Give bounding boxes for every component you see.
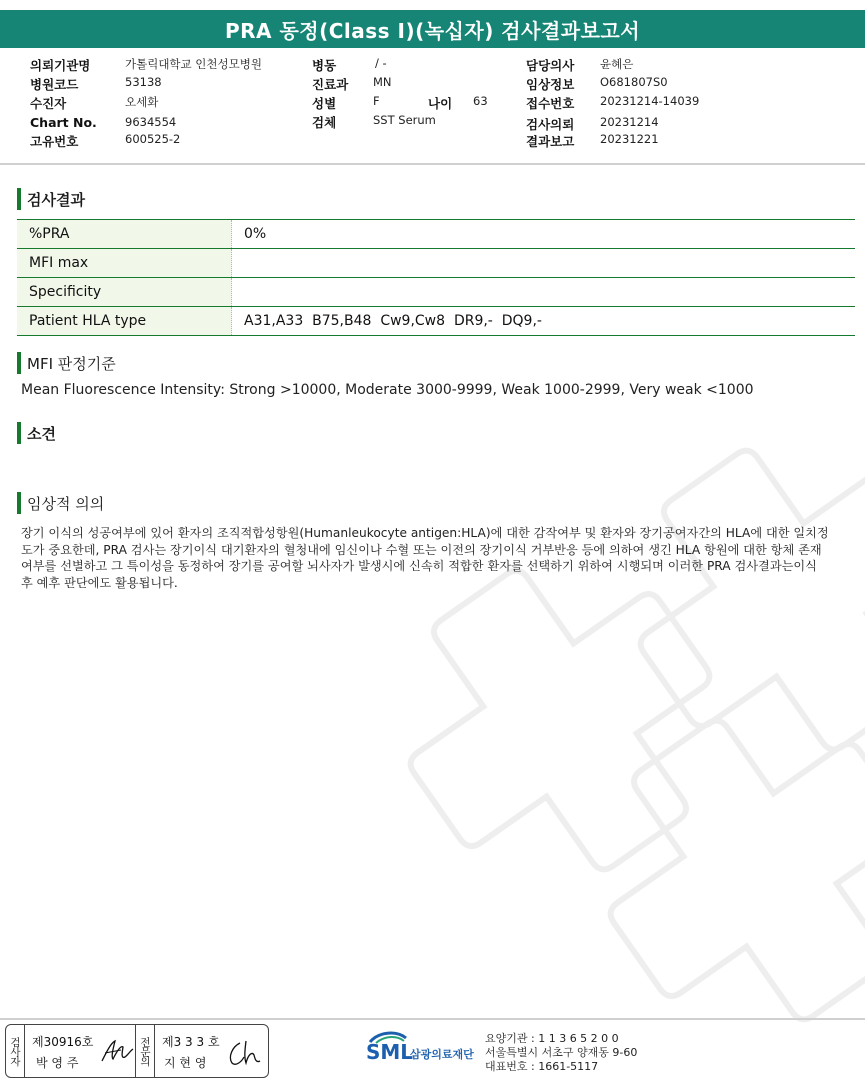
request-label: 검사의뢰 <box>526 117 575 132</box>
result-value <box>232 278 856 307</box>
significance-heading-text: 임상적 의의 <box>27 494 105 513</box>
chart-label: Chart No. <box>30 115 97 130</box>
report-title: PRA 동정(Class I)(녹십자) 검사결과보고서 <box>224 18 641 43</box>
age-value: 63 <box>473 94 488 108</box>
unique-value: 600525-2 <box>125 132 181 146</box>
info-divider <box>0 163 865 165</box>
mfi-criteria-text: Mean Fluorescence Intensity: Strong >10000, Moderate 3000-9999, Weak 1000-2999, Very weak <1000 <box>21 382 754 398</box>
sex-label: 성별 <box>312 96 337 111</box>
heading-bar <box>17 492 21 514</box>
info-row-2 <box>30 75 850 93</box>
org-name: 삼광의료재단 <box>410 1048 474 1061</box>
patient-label: 수진자 <box>30 96 67 111</box>
specimen-label: 검체 <box>312 115 337 130</box>
tester-signature <box>99 1037 135 1067</box>
sml-logo <box>366 1030 481 1070</box>
logo-text: SML <box>366 1040 414 1064</box>
institution-label: 의뢰기관명 <box>30 58 91 73</box>
info-row-3 <box>30 94 850 112</box>
result-label: Patient HLA type <box>17 307 232 336</box>
tester-tag-text: 검사자 <box>9 1036 21 1066</box>
result-value <box>232 249 856 278</box>
report-date-label: 결과보고 <box>526 134 575 149</box>
hospital-code-label: 병원코드 <box>30 77 79 92</box>
address: 서울특별시 서초구 양재동 9-60 <box>485 1046 638 1059</box>
reviewer-tag <box>135 1025 155 1077</box>
report-title-bar <box>0 10 865 48</box>
opinion-heading-text: 소견 <box>27 424 56 443</box>
reviewer-license: 제3 3 3 호 <box>162 1035 220 1049</box>
result-label: MFI max <box>17 249 232 278</box>
clinical-info-label: 임상정보 <box>526 77 575 92</box>
table-row <box>17 249 855 278</box>
result-value: A31,A33 B75,B48 Cw9,Cw8 DR9,- DQ9,- <box>232 307 856 336</box>
clinical-info-value: O681807S0 <box>600 75 668 89</box>
result-value: 0% <box>232 220 856 249</box>
reviewer-signature <box>226 1037 264 1069</box>
heading-bar <box>17 352 21 374</box>
unique-label: 고유번호 <box>30 134 79 149</box>
receipt-value: 20231214-14039 <box>600 94 700 108</box>
results-heading <box>17 187 85 211</box>
dept-label: 진료과 <box>312 77 349 92</box>
tester-license: 제30916호 <box>32 1035 94 1049</box>
specimen-value: SST Serum <box>373 113 436 127</box>
mfi-heading <box>17 351 116 375</box>
institution-code: 요양기관 : 1 1 3 6 5 2 0 0 <box>485 1032 619 1045</box>
table-row <box>17 220 855 249</box>
results-heading-text: 검사결과 <box>27 190 85 209</box>
doctor-value: 윤혜은 <box>600 57 634 71</box>
chart-value: 9634554 <box>125 115 177 129</box>
results-table <box>17 219 855 336</box>
result-label: Specificity <box>17 278 232 307</box>
institution-info <box>485 1032 637 1074</box>
opinion-heading <box>17 421 56 445</box>
result-label: %PRA <box>17 220 232 249</box>
footer-divider <box>0 1018 865 1020</box>
reviewer-name: 지 현 영 <box>164 1056 207 1070</box>
signature-box <box>5 1024 269 1078</box>
institution-value: 가톨릭대학교 인천성모병원 <box>125 57 262 71</box>
heading-bar <box>17 188 21 210</box>
significance-heading <box>17 491 104 515</box>
patient-value: 오세화 <box>125 95 159 109</box>
tester-name: 박 영 주 <box>36 1056 79 1070</box>
table-row <box>17 307 855 336</box>
doctor-label: 담당의사 <box>526 58 575 73</box>
ward-value: / - <box>375 56 387 70</box>
dept-value: MN <box>373 75 392 89</box>
table-row <box>17 278 855 307</box>
sex-value: F <box>373 94 380 108</box>
hospital-code-value: 53138 <box>125 75 162 89</box>
ward-label: 병동 <box>312 58 337 73</box>
request-value: 20231214 <box>600 115 659 129</box>
info-row-4 <box>30 115 850 133</box>
clinical-significance-text: 장기 이식의 성공여부에 있어 환자의 조직적합성항원(Humanleukocyte antigen:HLA)에 대한 감작여부 및 환자와 장기공여자간의 HLA에 대한 일치정도가 중요한데, PRA 검사는 장기이식 대기환자의 혈청내에 임신이나 수혈 또는 이전의 장기이식 거부반응 등에 의하여 생긴 HLA 항원에 대한 항체 존재 여부를 선별하고 그 특이성을 동정하여 장기를 공여할 뇌사자가 발생시에 신속히 적합한 환자를 선택하기 위하여 시행되며 이러한 PRA 검사결과는이식 후 예후 판단에도 활용됩니다. <box>21 526 829 590</box>
mfi-heading-text: MFI 판정기준 <box>27 354 116 373</box>
receipt-label: 접수번호 <box>526 96 575 111</box>
age-label: 나이 <box>428 96 453 111</box>
phone: 대표번호 : 1661-5117 <box>485 1060 599 1073</box>
tester-tag <box>6 1025 25 1077</box>
reviewer-tag-text: 전문의 <box>139 1036 151 1066</box>
info-row-1 <box>30 56 850 74</box>
info-row-5 <box>30 132 850 150</box>
heading-bar <box>17 422 21 444</box>
report-date-value: 20231221 <box>600 132 659 146</box>
